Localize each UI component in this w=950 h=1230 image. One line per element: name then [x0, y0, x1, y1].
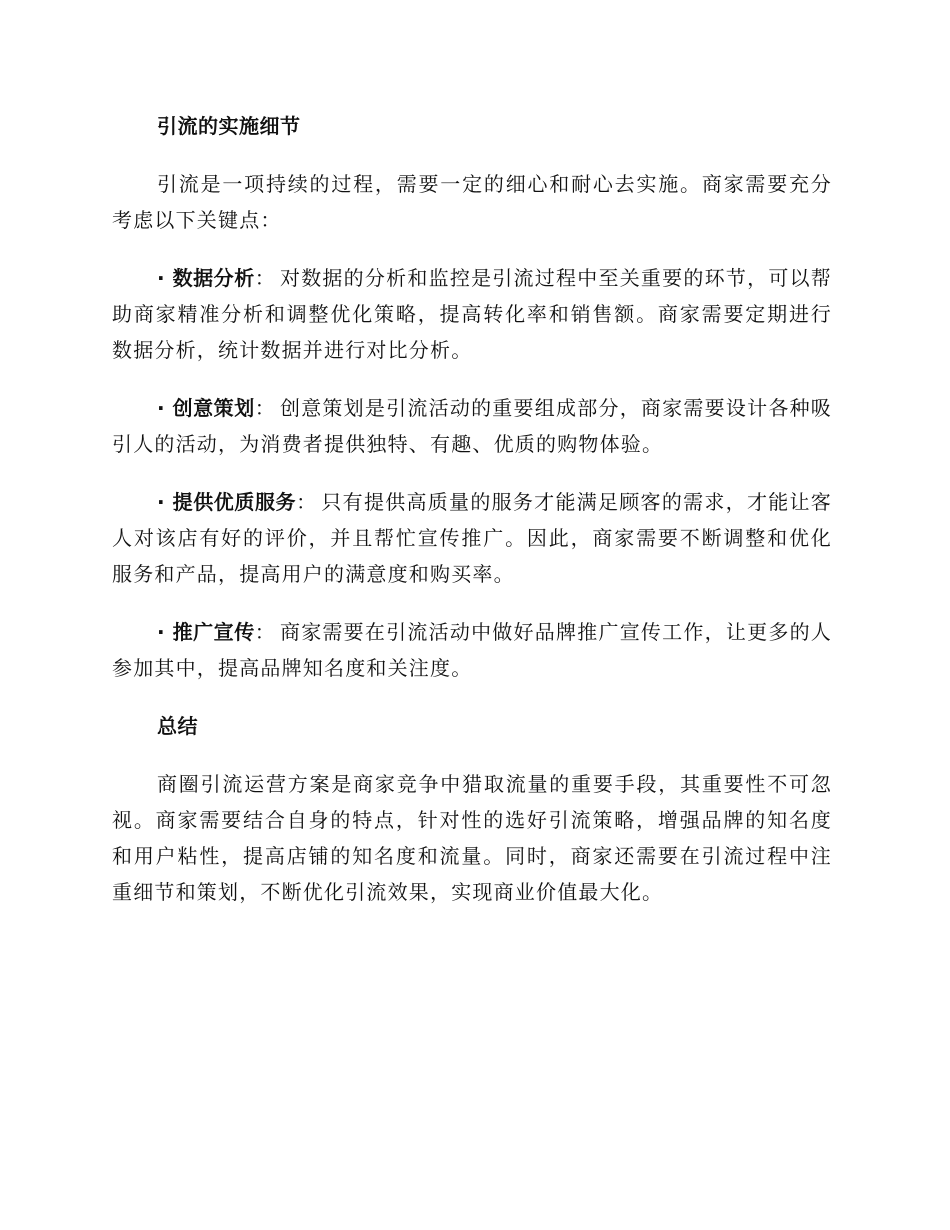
- bullet-quality-service: [112, 484, 832, 592]
- bullet-label: · 创意策划: [157, 396, 255, 420]
- bullet-label: · 数据分析: [157, 266, 255, 290]
- bullet-colon: ：: [254, 266, 276, 290]
- bullet-label: · 提供优质服务: [157, 490, 297, 514]
- section-heading-summary: 总结: [157, 714, 198, 738]
- bullet-text: 创意策划是引流活动的重要组成部分，商家需要设计各种吸引人的活动，为消费者提供独特、有趣、优质的购物体验。: [112, 396, 832, 456]
- bullet-text: 商家需要在引流活动中做好品牌推广宣传工作，让更多的人参加其中，提高品牌知名度和关注度。: [112, 620, 832, 680]
- bullet-text: 对数据的分析和监控是引流过程中至关重要的环节，可以帮助商家精准分析和调整优化策略，提高转化率和销售额。商家需要定期进行数据分析，统计数据并进行对比分析。: [112, 266, 832, 362]
- bullet-colon: ：: [254, 620, 276, 644]
- bullet-colon: ：: [254, 396, 276, 420]
- bullet-data-analysis: [112, 260, 832, 368]
- bullet-promotion: [112, 614, 832, 686]
- bullet-label: · 推广宣传: [157, 620, 255, 644]
- bullet-colon: ：: [296, 490, 318, 514]
- summary-paragraph: 商圈引流运营方案是商家竞争中猎取流量的重要手段，其重要性不可忽视。商家需要结合自身的特点，针对性的选好引流策略，增强品牌的知名度和用户粘性，提高店铺的知名度和流量。同时，商家还需要在引流过程中注重细节和策划，不断优化引流效果，实现商业价值最大化。: [112, 772, 832, 904]
- bullet-creative-planning: [112, 390, 832, 462]
- section-heading-implementation: 引流的实施细节: [157, 114, 301, 138]
- intro-paragraph: 引流是一项持续的过程，需要一定的细心和耐心去实施。商家需要充分考虑以下关键点：: [112, 172, 832, 232]
- bullet-text: 只有提供高质量的服务才能满足顾客的需求，才能让客人对该店有好的评价，并且帮忙宣传推广。因此，商家需要不断调整和优化服务和产品，提高用户的满意度和购买率。: [112, 490, 832, 586]
- document-page: [112, 108, 832, 932]
